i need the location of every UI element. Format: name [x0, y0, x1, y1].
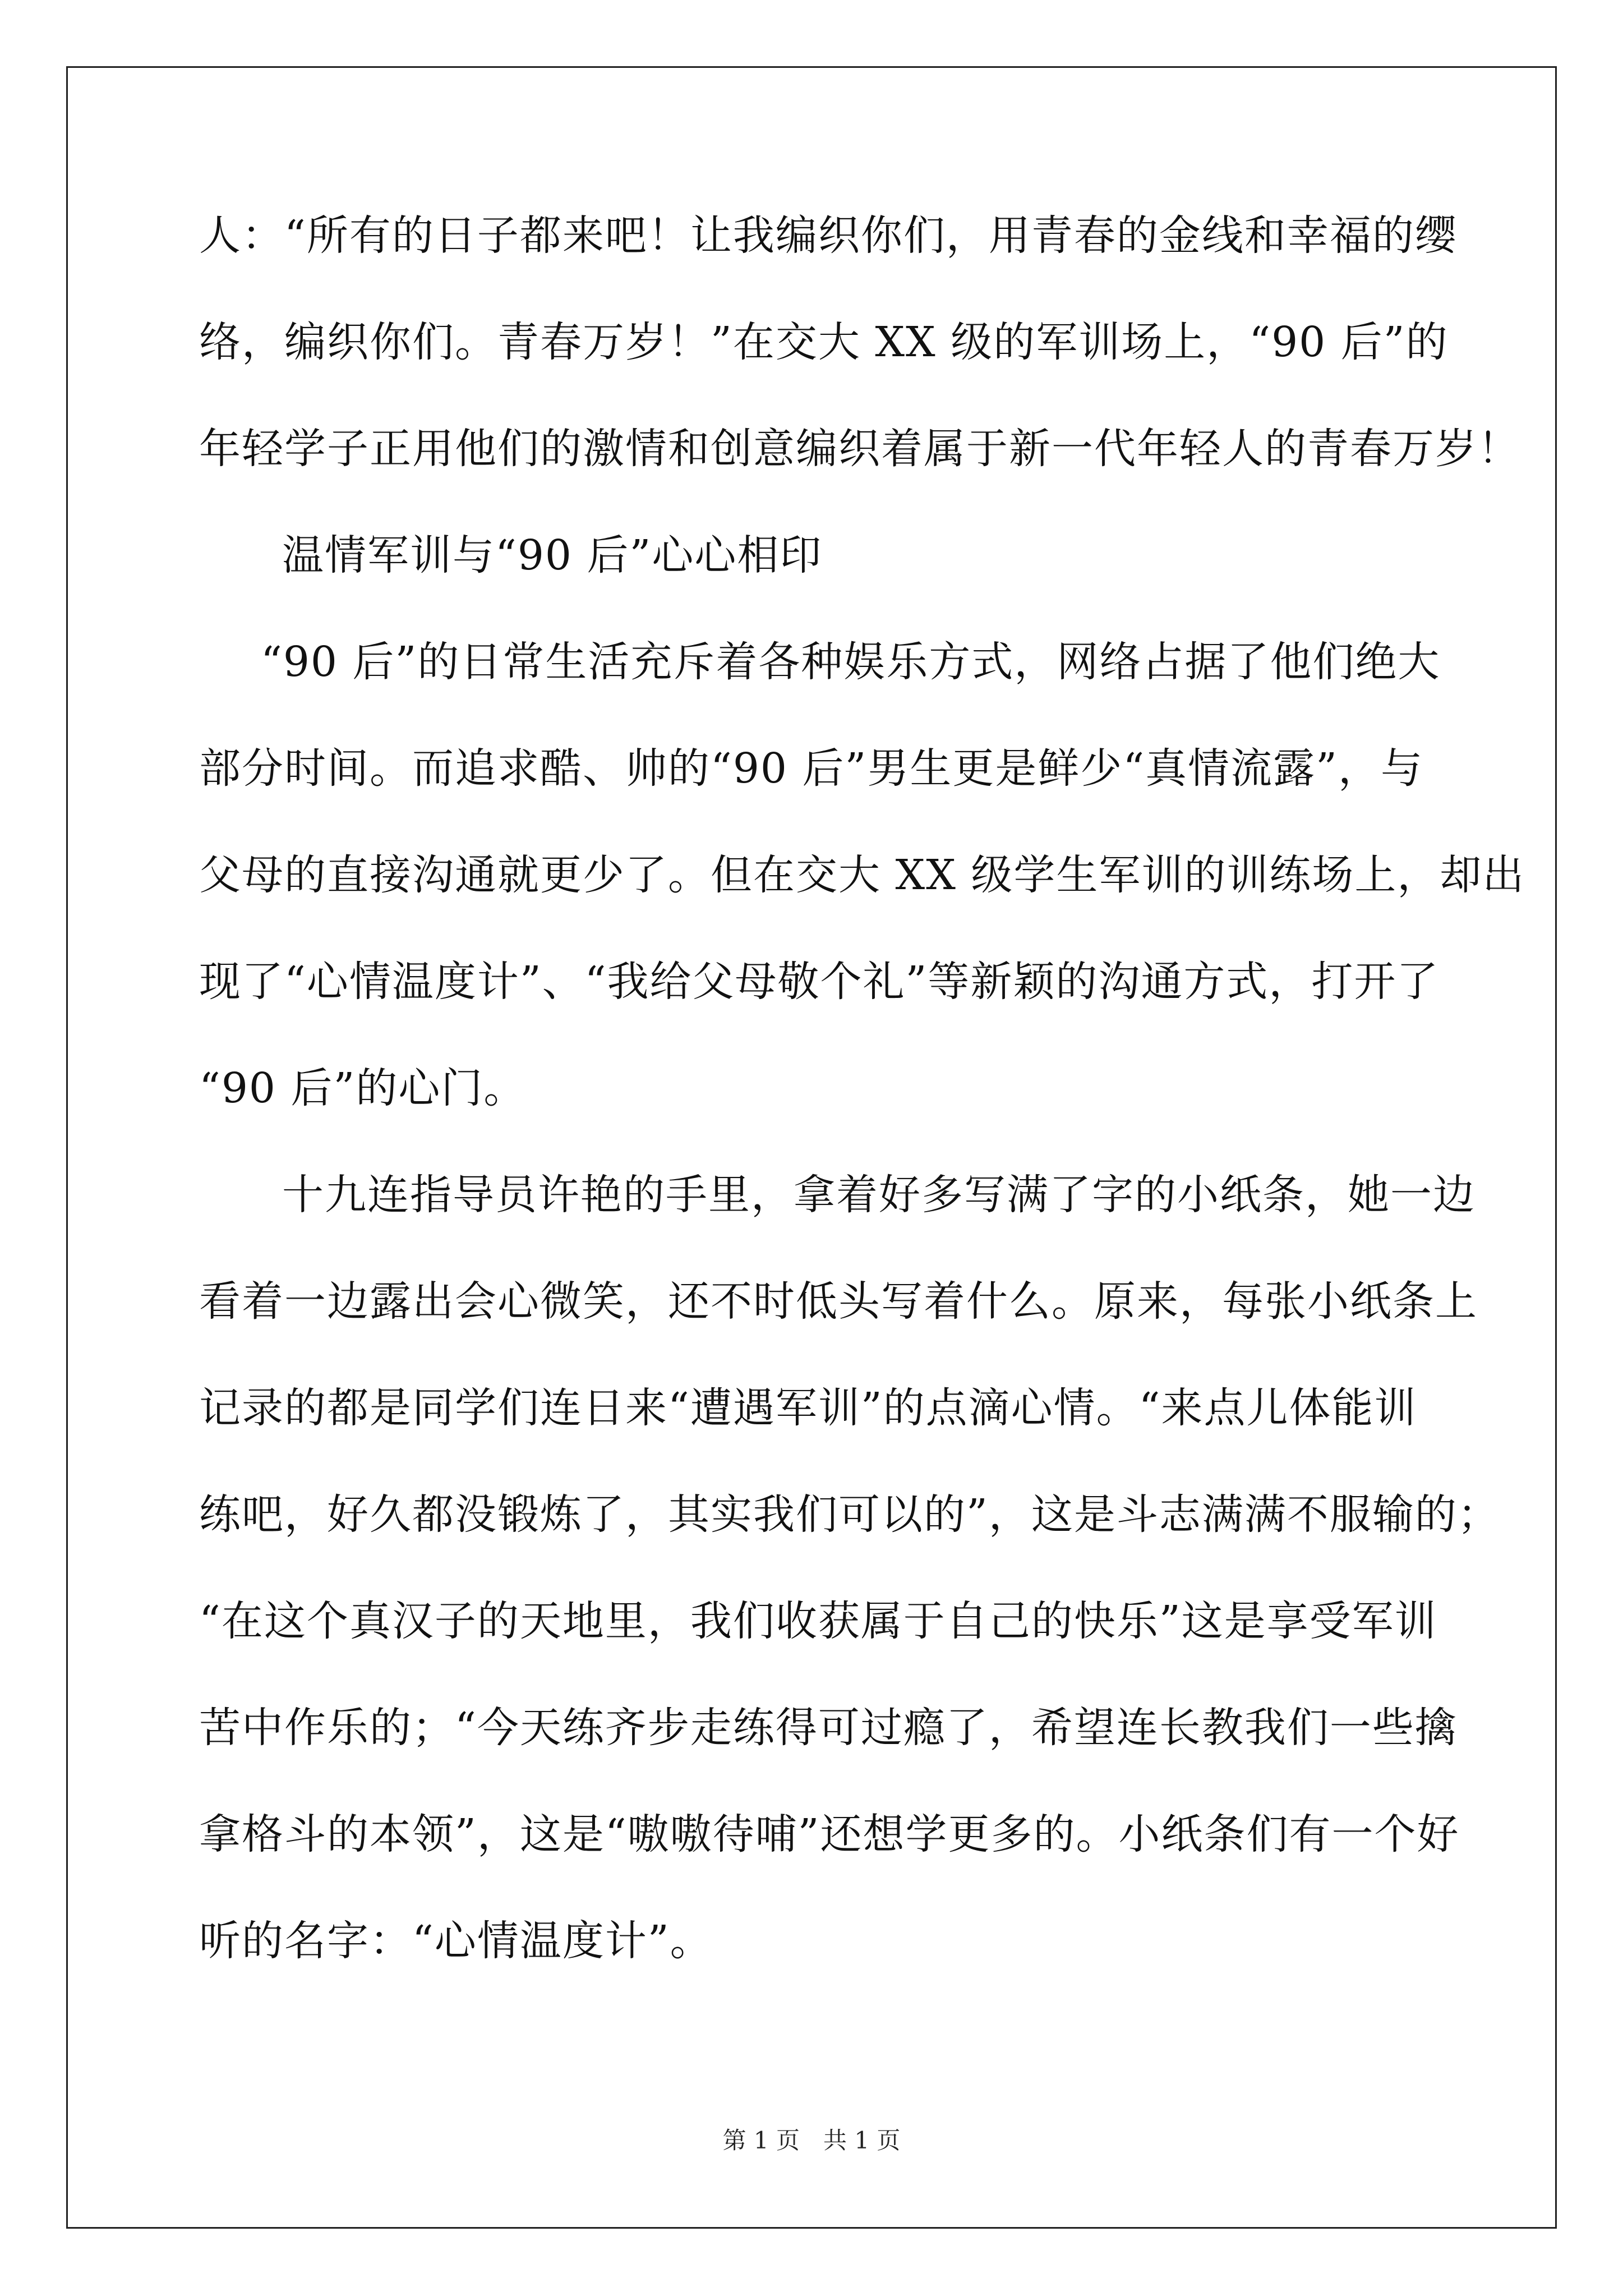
text-line: 现了“心情温度计”、“我给父母敬个礼”等新颖的沟通方式，打开了: [199, 958, 1440, 1006]
text-line: “90 后”的心门。: [199, 1064, 527, 1112]
text-line: 看着一边露出会心微笑，还不时低头写着什么。原来，每张小纸条上: [199, 1277, 1478, 1326]
text-line: 练吧，好久都没锻炼了，其实我们可以的”，这是斗志满满不服输的；: [199, 1490, 1500, 1539]
text-line: 父母的直接沟通就更少了。但在交大 XX 级学生军训的训练场上，却出: [199, 851, 1525, 899]
section-heading: 温情军训与“90 后”心心相印: [282, 531, 823, 579]
text-line: 十九连指导员许艳的手里，拿着好多写满了字的小纸条，她一边: [282, 1171, 1476, 1219]
text-line: 部分时间。而追求酷、帅的“90 后”男生更是鲜少“真情流露”，与: [199, 744, 1424, 793]
text-line: “90 后”的日常生活充斥着各种娱乐方式，网络占据了他们绝大: [261, 638, 1441, 686]
text-line: “在这个真汉子的天地里，我们收获属于自己的快乐”这是享受军训: [199, 1597, 1437, 1645]
text-line: 苦中作乐的；“今天练齐步走练得可过瘾了，希望连长教我们一些擒: [199, 1704, 1458, 1752]
text-line: 拿格斗的本领”，这是“嗷嗷待哺”还想学更多的。小纸条们有一个好: [199, 1810, 1460, 1858]
page-border: [66, 66, 1557, 2229]
text-line: 听的名字：“心情温度计”。: [199, 1917, 713, 1965]
text-line: 年轻学子正用他们的激情和创意编织着属于新一代年轻人的青春万岁！: [199, 425, 1520, 473]
page-number-footer: 第 1 页 共 1 页: [722, 2127, 901, 2154]
text-line: 记录的都是同学们连日来“遭遇军训”的点滴心情。“来点儿体能训: [199, 1384, 1417, 1432]
text-line: 人：“所有的日子都来吧！让我编织你们，用青春的金线和幸福的缨: [199, 211, 1458, 260]
text-line: 络，编织你们。青春万岁！”在交大 XX 级的军训场上，“90 后”的: [199, 318, 1449, 366]
